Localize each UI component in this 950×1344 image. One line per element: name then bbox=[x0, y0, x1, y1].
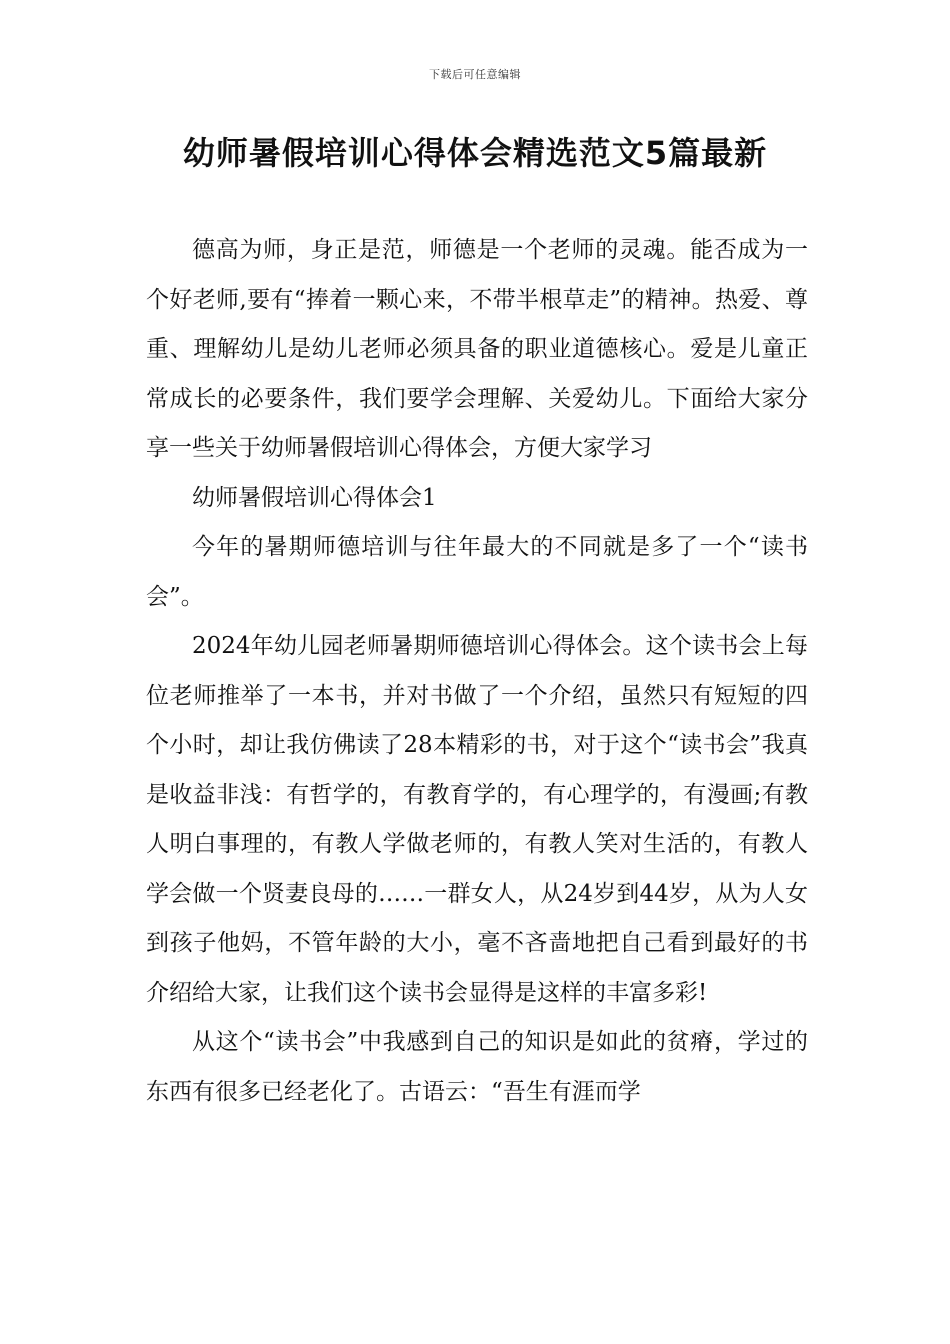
document-body bbox=[146, 226, 808, 1117]
section-heading: 幼师暑假培训心得体会1 bbox=[192, 484, 437, 511]
document-title: 幼师暑假培训心得体会精选范文5篇最新 bbox=[182, 134, 768, 172]
body-paragraph: 今年的暑期师德培训与往年最大的不同就是多了一个“读书会”。 bbox=[146, 534, 808, 610]
body-paragraph: 2024年幼儿园老师暑期师德培训心得体会。这个读书会上每位老师推举了一本书，并对书做了一个介绍，虽然只有短短的四个小时，却让我仿佛读了28本精彩的书，对于这个“读书会”我真是收益非浅：有哲学的，有教育学的，有心理学的，有漫画;有教人明白事理的，有教人学做老师的，有教人笑对生活的，有教人学会做一个贤妻良母的……一群女人，从24岁到44岁，从为人女到孩子他妈，不管年龄的大小，毫不吝啬地把自己看到最好的书介绍给大家，让我们这个读书会显得是这样的丰富多彩! bbox=[146, 633, 808, 1006]
body-paragraph: 从这个“读书会”中我感到自己的知识是如此的贫瘠，学过的东西有很多已经老化了。古语云：“吾生有涯而学 bbox=[146, 1029, 808, 1105]
intro-paragraph: 德高为师，身正是范，师德是一个老师的灵魂。能否成为一个好老师,要有“捧着一颗心来，不带半根草走”的精神。热爱、尊重、理解幼儿是幼儿老师必须具备的职业道德核心。爱是儿童正常成长的必要条件，我们要学会理解、关爱幼儿。下面给大家分享一些关于幼师暑假培训心得体会，方便大家学习 bbox=[146, 237, 808, 461]
header-note: 下载后可任意编辑 bbox=[429, 68, 521, 81]
